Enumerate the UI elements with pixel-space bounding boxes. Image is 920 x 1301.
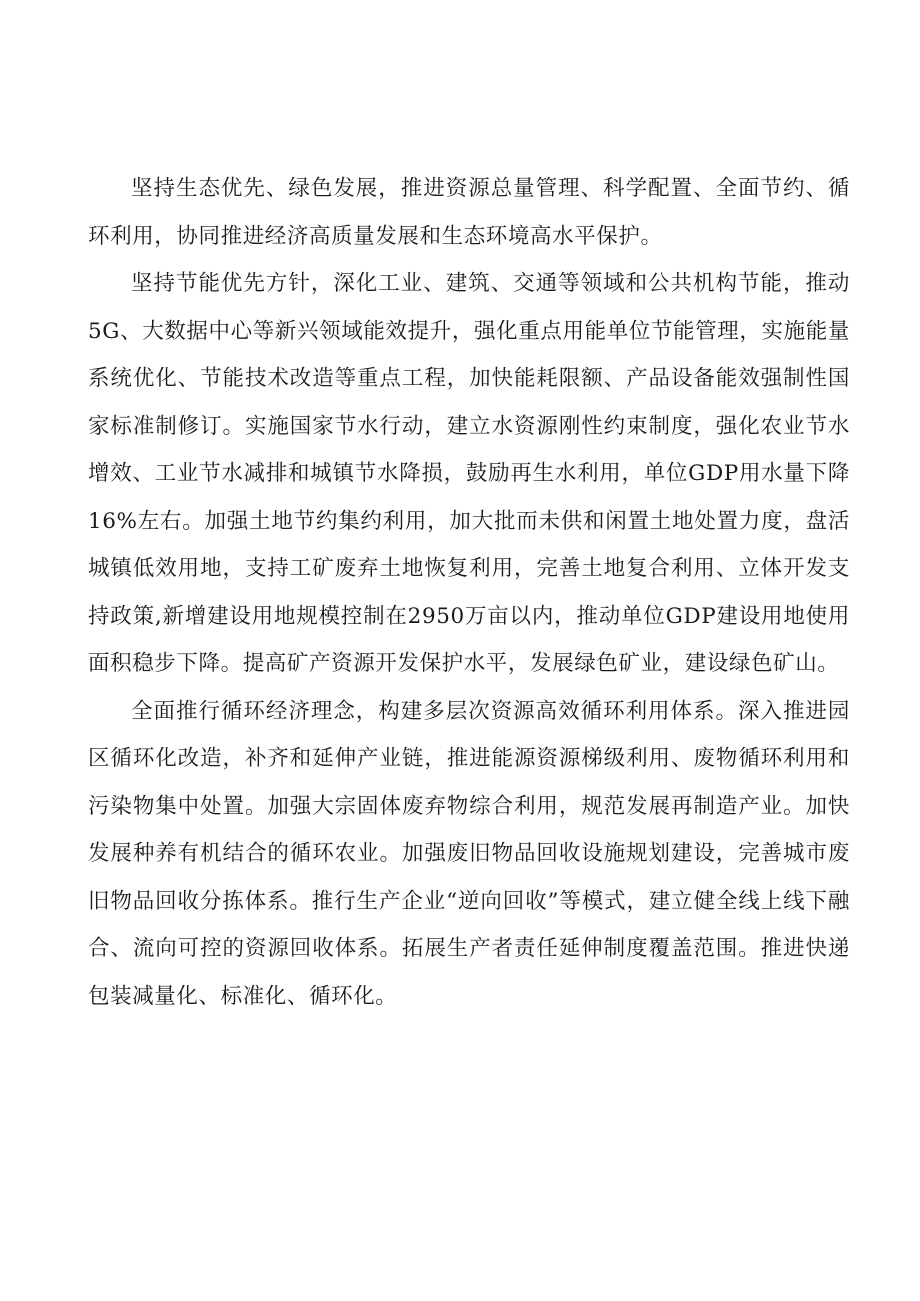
paragraph: 坚持节能优先方针，深化工业、建筑、交通等领域和公共机构节能，推动5G、大数据中心等新兴领域能效提升，强化重点用能单位节能管理，实施能量系统优化、节能技术改造等重点工程，加快能耗限额、产品设备能效强制性国家标准制修订。实施国家节水行动，建立水资源刚性约束制度，强化农业节水增效、工业节水减排和城镇节水降损，鼓励再生水利用，单位GDP用水量下降16%左右。加强土地节约集约利用，加大批而未供和闲置土地处置力度，盘活城镇低效用地，支持工矿废弃土地恢复利用，完善土地复合利用、立体开发支持政策,新增建设用地规模控制在2950万亩以内，推动单位GDP建设用地使用面积稳步下降。提高矿产资源开发保护水平，发展绿色矿业，建设绿色矿山。 xyxy=(88,271,850,676)
paragraph: 坚持生态优先、绿色发展，推进资源总量管理、科学配置、全面节约、循环利用，协同推进经济高质量发展和生态环境高水平保护。 xyxy=(88,176,850,249)
document-body xyxy=(88,165,850,1020)
paragraph: 全面推行循环经济理念，构建多层次资源高效循环利用体系。深入推进园区循环化改造，补齐和延伸产业链，推进能源资源梯级利用、废物循环利用和污染物集中处置。加强大宗固体废弃物综合利用，规范发展再制造产业。加快发展种养有机结合的循环农业。加强废旧物品回收设施规划建设，完善城市废旧物品回收分拣体系。推行生产企业“逆向回收”等模式，建立健全线上线下融合、流向可控的资源回收体系。拓展生产者责任延伸制度覆盖范围。推进快递包装减量化、标准化、循环化。 xyxy=(88,698,850,1009)
